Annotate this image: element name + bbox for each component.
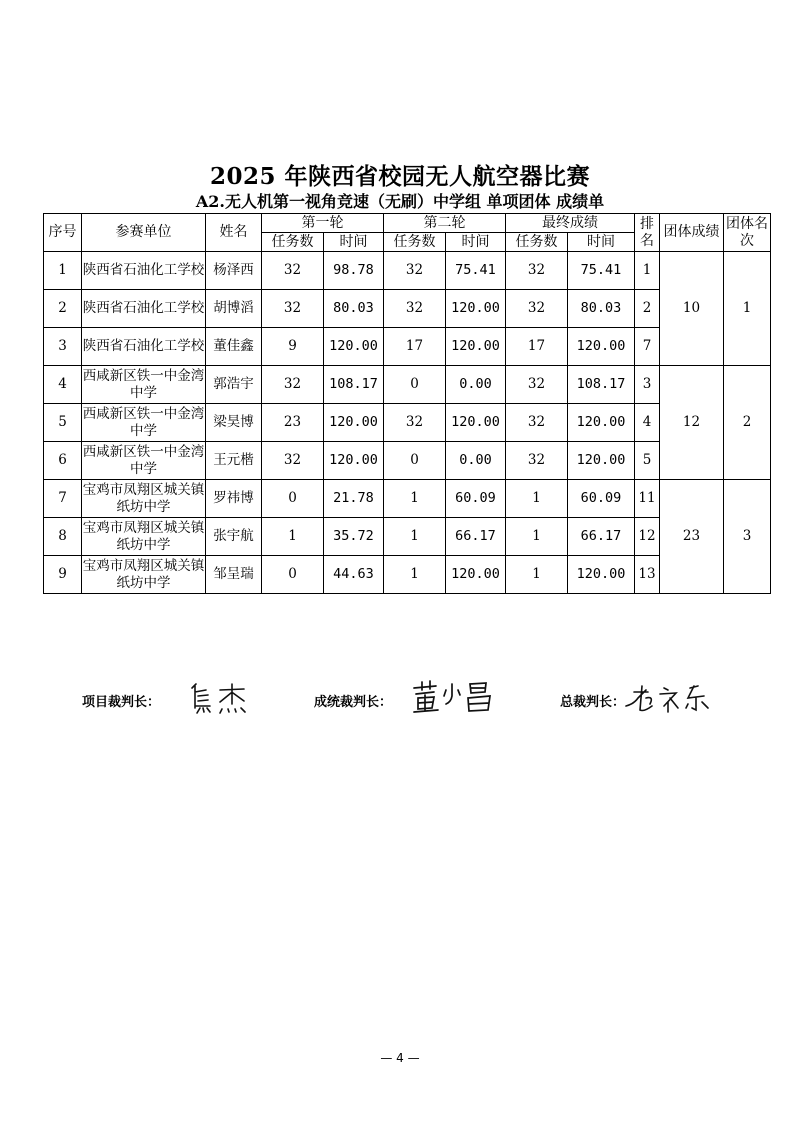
header-team-score: 团体成绩 bbox=[660, 214, 724, 252]
cell-r1-tasks: 1 bbox=[262, 518, 324, 556]
cell-r2-time: 66.17 bbox=[446, 518, 506, 556]
cell-final-time: 120.00 bbox=[568, 442, 635, 480]
cell-rank: 7 bbox=[635, 328, 660, 366]
cell-final-time: 108.17 bbox=[568, 366, 635, 404]
cell-r1-tasks: 32 bbox=[262, 366, 324, 404]
signature-row bbox=[0, 676, 800, 716]
header-final: 最终成绩 bbox=[506, 214, 635, 233]
cell-seq: 1 bbox=[44, 252, 82, 290]
cell-r2-tasks: 1 bbox=[384, 556, 446, 594]
table-row bbox=[44, 252, 771, 290]
cell-team-rank: 3 bbox=[724, 480, 771, 594]
cell-r1-time: 108.17 bbox=[324, 366, 384, 404]
cell-r2-time: 120.00 bbox=[446, 328, 506, 366]
cell-rank: 4 bbox=[635, 404, 660, 442]
cell-unit: 宝鸡市凤翔区城关镇纸坊中学 bbox=[82, 518, 206, 556]
cell-rank: 2 bbox=[635, 290, 660, 328]
cell-r2-tasks: 32 bbox=[384, 404, 446, 442]
cell-team-score: 23 bbox=[660, 480, 724, 594]
cell-name: 梁昊博 bbox=[206, 404, 262, 442]
cell-rank: 3 bbox=[635, 366, 660, 404]
cell-r1-time: 44.63 bbox=[324, 556, 384, 594]
cell-name: 董佳鑫 bbox=[206, 328, 262, 366]
cell-unit: 陕西省石油化工学校 bbox=[82, 252, 206, 290]
cell-final-tasks: 32 bbox=[506, 366, 568, 404]
cell-r2-time: 0.00 bbox=[446, 442, 506, 480]
cell-r1-time: 80.03 bbox=[324, 290, 384, 328]
cell-r1-tasks: 0 bbox=[262, 480, 324, 518]
cell-final-time: 66.17 bbox=[568, 518, 635, 556]
cell-name: 郭浩宇 bbox=[206, 366, 262, 404]
cell-seq: 8 bbox=[44, 518, 82, 556]
cell-r1-tasks: 32 bbox=[262, 442, 324, 480]
cell-r1-time: 21.78 bbox=[324, 480, 384, 518]
cell-rank: 5 bbox=[635, 442, 660, 480]
cell-rank: 12 bbox=[635, 518, 660, 556]
header-rank: 排名 bbox=[635, 214, 660, 252]
cell-team-score: 12 bbox=[660, 366, 724, 480]
chief-referee-signature-block bbox=[560, 676, 760, 716]
cell-final-tasks: 32 bbox=[506, 442, 568, 480]
cell-r1-time: 120.00 bbox=[324, 328, 384, 366]
header-r1-tasks: 任务数 bbox=[262, 233, 324, 252]
cell-final-time: 120.00 bbox=[568, 556, 635, 594]
header-r2-tasks: 任务数 bbox=[384, 233, 446, 252]
cell-team-score: 10 bbox=[660, 252, 724, 366]
cell-unit: 宝鸡市凤翔区城关镇纸坊中学 bbox=[82, 480, 206, 518]
cell-r1-tasks: 0 bbox=[262, 556, 324, 594]
header-r1-time: 时间 bbox=[324, 233, 384, 252]
cell-team-rank: 2 bbox=[724, 366, 771, 480]
header-name: 姓名 bbox=[206, 214, 262, 252]
project-referee-label: 项目裁判长： bbox=[82, 695, 161, 710]
header-final-time: 时间 bbox=[568, 233, 635, 252]
cell-r2-tasks: 1 bbox=[384, 518, 446, 556]
cell-r2-tasks: 0 bbox=[384, 366, 446, 404]
project-referee-signature-block bbox=[82, 676, 282, 716]
header-seq: 序号 bbox=[44, 214, 82, 252]
cell-name: 罗祎博 bbox=[206, 480, 262, 518]
cell-r1-time: 35.72 bbox=[324, 518, 384, 556]
cell-final-time: 60.09 bbox=[568, 480, 635, 518]
cell-r2-time: 120.00 bbox=[446, 404, 506, 442]
chief-referee-label: 总裁判长： bbox=[560, 695, 626, 710]
cell-r1-time: 120.00 bbox=[324, 442, 384, 480]
cell-final-time: 120.00 bbox=[568, 404, 635, 442]
score-referee-signature bbox=[410, 678, 500, 716]
cell-r2-time: 120.00 bbox=[446, 556, 506, 594]
cell-name: 杨泽西 bbox=[206, 252, 262, 290]
document-title: 2025 年陕西省校园无人航空器比赛 bbox=[209, 163, 591, 190]
cell-final-time: 120.00 bbox=[568, 328, 635, 366]
chief-referee-signature bbox=[624, 680, 744, 716]
cell-name: 胡博滔 bbox=[206, 290, 262, 328]
cell-r2-time: 120.00 bbox=[446, 290, 506, 328]
document-subtitle: A2.无人机第一视角竞速（无刷）中学组 单项团体 成绩单 bbox=[195, 192, 605, 211]
header-team-rank: 团体名次 bbox=[724, 214, 771, 252]
cell-final-tasks: 1 bbox=[506, 480, 568, 518]
cell-r1-tasks: 23 bbox=[262, 404, 324, 442]
cell-seq: 6 bbox=[44, 442, 82, 480]
cell-r1-time: 120.00 bbox=[324, 404, 384, 442]
cell-r2-tasks: 32 bbox=[384, 252, 446, 290]
cell-name: 王元楷 bbox=[206, 442, 262, 480]
header-round2: 第二轮 bbox=[384, 214, 506, 233]
page-number: — 4 — bbox=[380, 1051, 420, 1065]
cell-final-tasks: 32 bbox=[506, 252, 568, 290]
cell-seq: 9 bbox=[44, 556, 82, 594]
cell-name: 邹呈瑞 bbox=[206, 556, 262, 594]
cell-final-tasks: 1 bbox=[506, 518, 568, 556]
header-final-tasks: 任务数 bbox=[506, 233, 568, 252]
cell-r2-tasks: 0 bbox=[384, 442, 446, 480]
cell-seq: 4 bbox=[44, 366, 82, 404]
cell-final-tasks: 32 bbox=[506, 290, 568, 328]
table-row bbox=[44, 366, 771, 404]
cell-rank: 1 bbox=[635, 252, 660, 290]
header-unit: 参赛单位 bbox=[82, 214, 206, 252]
cell-final-tasks: 17 bbox=[506, 328, 568, 366]
header-round1: 第一轮 bbox=[262, 214, 384, 233]
cell-r2-tasks: 17 bbox=[384, 328, 446, 366]
cell-seq: 2 bbox=[44, 290, 82, 328]
table-row bbox=[44, 480, 771, 518]
project-referee-signature bbox=[186, 680, 266, 716]
cell-seq: 7 bbox=[44, 480, 82, 518]
cell-seq: 5 bbox=[44, 404, 82, 442]
cell-r2-tasks: 32 bbox=[384, 290, 446, 328]
cell-unit: 陕西省石油化工学校 bbox=[82, 290, 206, 328]
cell-r1-tasks: 32 bbox=[262, 290, 324, 328]
cell-unit: 陕西省石油化工学校 bbox=[82, 328, 206, 366]
cell-team-rank: 1 bbox=[724, 252, 771, 366]
cell-r2-tasks: 1 bbox=[384, 480, 446, 518]
cell-unit: 西咸新区铁一中金湾中学 bbox=[82, 404, 206, 442]
cell-r2-time: 75.41 bbox=[446, 252, 506, 290]
cell-final-time: 80.03 bbox=[568, 290, 635, 328]
cell-final-tasks: 1 bbox=[506, 556, 568, 594]
cell-final-tasks: 32 bbox=[506, 404, 568, 442]
results-table bbox=[43, 213, 771, 594]
cell-r2-time: 0.00 bbox=[446, 366, 506, 404]
cell-seq: 3 bbox=[44, 328, 82, 366]
cell-unit: 西咸新区铁一中金湾中学 bbox=[82, 366, 206, 404]
cell-name: 张宇航 bbox=[206, 518, 262, 556]
cell-r2-time: 60.09 bbox=[446, 480, 506, 518]
cell-final-time: 75.41 bbox=[568, 252, 635, 290]
cell-r1-time: 98.78 bbox=[324, 252, 384, 290]
cell-unit: 西咸新区铁一中金湾中学 bbox=[82, 442, 206, 480]
cell-unit: 宝鸡市凤翔区城关镇纸坊中学 bbox=[82, 556, 206, 594]
cell-rank: 11 bbox=[635, 480, 660, 518]
cell-r1-tasks: 9 bbox=[262, 328, 324, 366]
header-r2-time: 时间 bbox=[446, 233, 506, 252]
score-referee-signature-block bbox=[314, 676, 514, 716]
cell-rank: 13 bbox=[635, 556, 660, 594]
score-referee-label: 成统裁判长： bbox=[314, 695, 393, 710]
cell-r1-tasks: 32 bbox=[262, 252, 324, 290]
